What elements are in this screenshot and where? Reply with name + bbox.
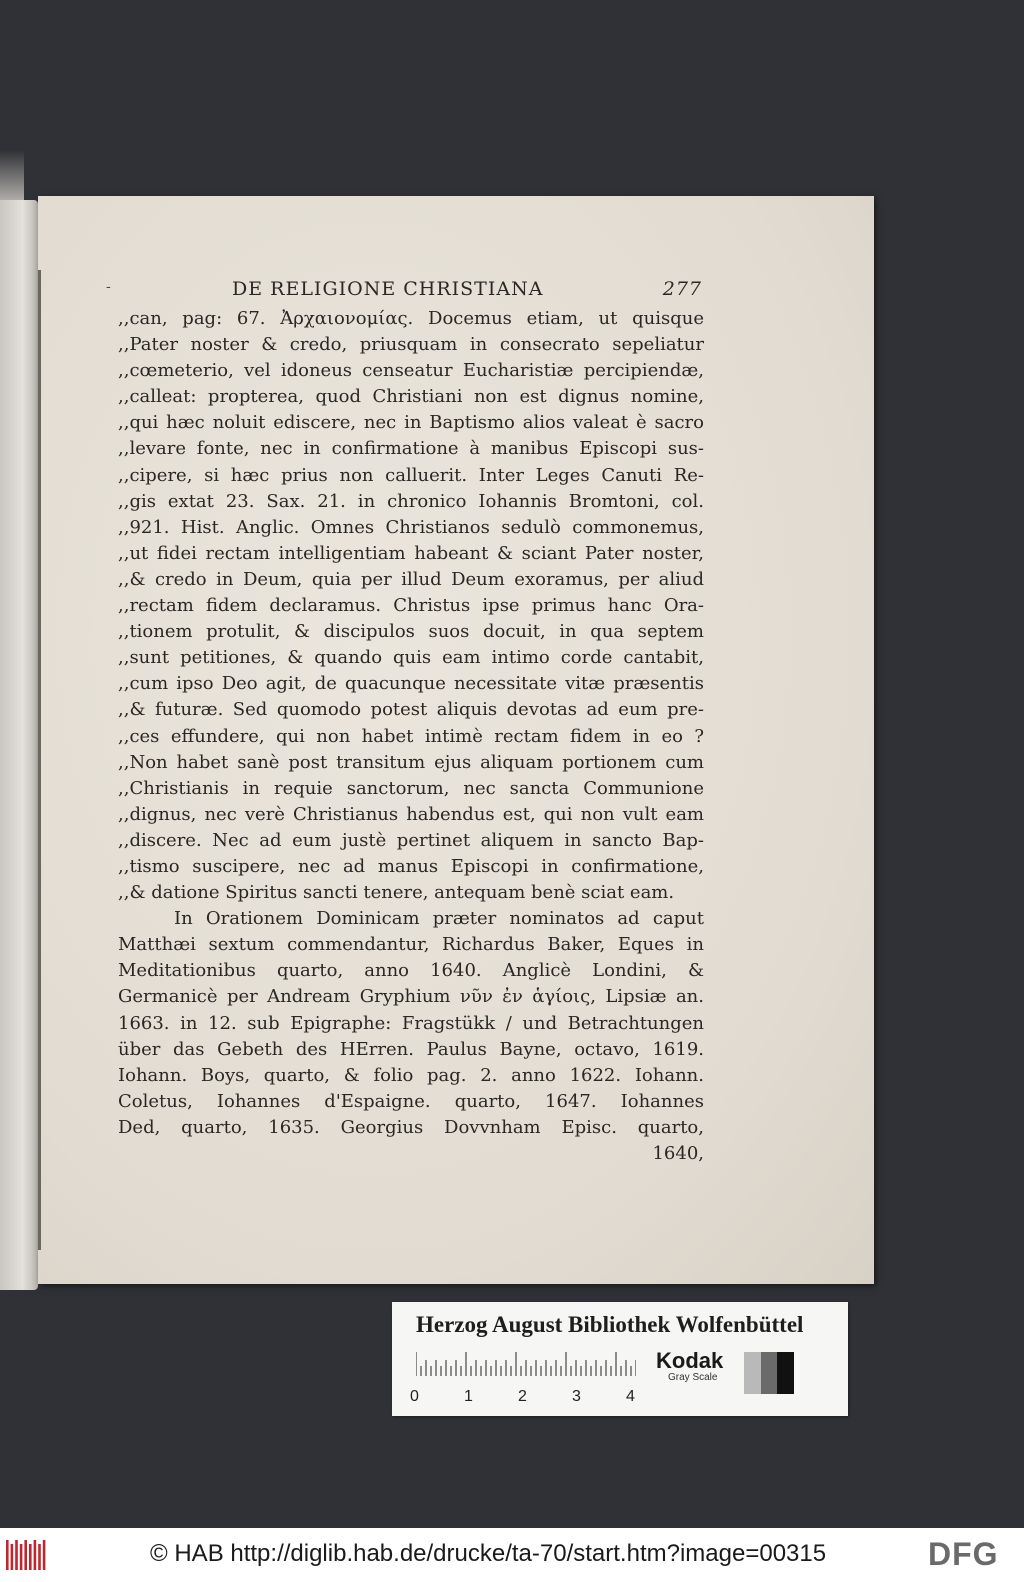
gray-scale-patches [744, 1352, 794, 1394]
logo-bar [34, 1540, 37, 1570]
text-line: ,,qui hæc noluit ediscere, nec in Baptismo alios valeat è sacro [118, 412, 704, 434]
gray-patch [761, 1352, 778, 1394]
kodak-subtitle: Gray Scale [668, 1372, 718, 1383]
text-line: Iohann. Boys, quarto, & folio pag. 2. anno 1622. Iohann. [118, 1064, 704, 1086]
kodak-brand: Kodak [656, 1348, 724, 1373]
text-line: Meditationibus quarto, anno 1640. Anglicè Londini, & [118, 960, 704, 982]
logo-bar [29, 1544, 32, 1570]
text-line: 1640, [652, 1143, 704, 1164]
ruler-label: 4 [626, 1388, 635, 1405]
running-title: DE RELIGIONE CHRISTIANA [232, 278, 544, 300]
page-gutter-shadow [38, 270, 41, 1250]
text-line: ,,rectam fidem declaramus. Christus ipse primus hanc Ora- [118, 595, 704, 617]
text-line: ,,& futuræ. Sed quomodo potest aliquis devotas ad eum pre- [118, 699, 704, 721]
ruler-label: 1 [464, 1388, 473, 1405]
text-line: ,,Christianis in requie sanctorum, nec sancta Communione [118, 777, 704, 799]
text-line: ,,& credo in Deum, quia per illud Deum exoramus, per aliud [118, 568, 704, 590]
color-target-card [392, 1302, 848, 1416]
text-line: Coletus, Iohannes d'Espaigne. quarto, 1647. Iohannes [118, 1090, 704, 1112]
footer-bar [0, 1528, 1024, 1582]
text-line: über das Gebeth des HErren. Paulus Bayne, octavo, 1619. [118, 1038, 704, 1060]
text-line: ,,sunt petitiones, & quando quis eam intimo corde cantabit, [118, 647, 704, 669]
ruler-labels [410, 1388, 650, 1408]
text-line: ,,tismo suscipere, nec ad manus Episcopi in confirmatione, [118, 855, 704, 877]
page-number: 277 [662, 278, 702, 300]
gray-patch [744, 1352, 761, 1394]
ruler-label: 3 [572, 1388, 581, 1405]
text-line: ,,gis extat 23. Sax. 21. in chronico Iohannis Bromtoni, col. [118, 490, 704, 512]
hab-barcode-logo-icon [6, 1540, 48, 1570]
logo-bar [6, 1540, 9, 1570]
text-line: ,,921. Hist. Anglic. Omnes Christianos sedulò commonemus, [118, 516, 704, 538]
body-text [118, 306, 704, 1167]
text-line: ,,levare fonte, nec in confirmatione à manibus Episcopi sus- [118, 438, 704, 460]
margin-marker: - [106, 279, 111, 295]
text-line: Germanicè per Andream Gryphium νῦν ἐν ἁγίοις, Lipsiæ an. [118, 986, 704, 1008]
text-line: In Orationem Dominicam præter nominatos ad caput [174, 908, 704, 930]
text-line: ,,discere. Nec ad eum justè pertinet aliquem in sancto Bap- [118, 829, 704, 851]
text-line: ,,& datione Spiritus sancti tenere, antequam benè sciat eam. [118, 882, 675, 904]
text-line: ,,calleat: propterea, quod Christiani non est dignus nomine, [118, 386, 704, 408]
text-line: ,,Pater noster & credo, priusquam in consecrato sepeliatur [118, 334, 704, 356]
text-line: ,,ut fidei rectam intelligentiam habeant & sciant Pater noster, [118, 542, 704, 564]
ruler-label: 0 [410, 1388, 419, 1405]
footer-credit: © HAB http://diglib.hab.de/drucke/ta-70/start.htm?image=00315 [150, 1540, 827, 1567]
text-line: ,,cum ipso Deo agit, de quacunque necessitate vitæ præsentis [118, 673, 704, 695]
text-line: 1663. in 12. sub Epigraphe: Fragstükk / und Betrachtungen [118, 1012, 704, 1034]
text-line: ,,Non habet sanè post transitum ejus aliquam portionem cum [118, 751, 704, 773]
logo-bar [38, 1544, 41, 1570]
logo-bar [15, 1540, 18, 1570]
dfg-logo: DFG [928, 1536, 999, 1572]
text-line: ,,dignus, nec verè Christianus habendus est, qui non vult eam [118, 803, 704, 825]
scale-ruler [416, 1352, 636, 1376]
text-line: ,,cœmeterio, vel idoneus censeatur Eucharistiæ percipiendæ, [118, 360, 704, 382]
text-line: ,,cipere, si hæc prius non calluerit. Inter Leges Canuti Re- [118, 464, 704, 486]
text-line: ,,ces effundere, qui non habet intimè rectam fidem in eo ? [118, 725, 704, 747]
logo-bar [43, 1540, 46, 1570]
logo-bar [24, 1540, 27, 1570]
library-name: Herzog August Bibliothek Wolfenbüttel [416, 1312, 804, 1337]
previous-leaf-edge [0, 200, 38, 1290]
text-line: Ded, quarto, 1635. Georgius Dovvnham Episc. quarto, [118, 1116, 704, 1138]
text-line: ,,tionem protulit, & discipulos suos docuit, in qua septem [118, 621, 704, 643]
ruler-label: 2 [518, 1388, 527, 1405]
logo-bar [11, 1544, 14, 1570]
text-line: ,,can, pag: 67. Ἀρχαιονομίας. Docemus etiam, ut quisque [118, 308, 704, 329]
text-line: Matthæi sextum commendantur, Richardus Baker, Eques in [118, 934, 704, 956]
gray-patch [777, 1352, 794, 1394]
logo-bar [20, 1544, 23, 1570]
